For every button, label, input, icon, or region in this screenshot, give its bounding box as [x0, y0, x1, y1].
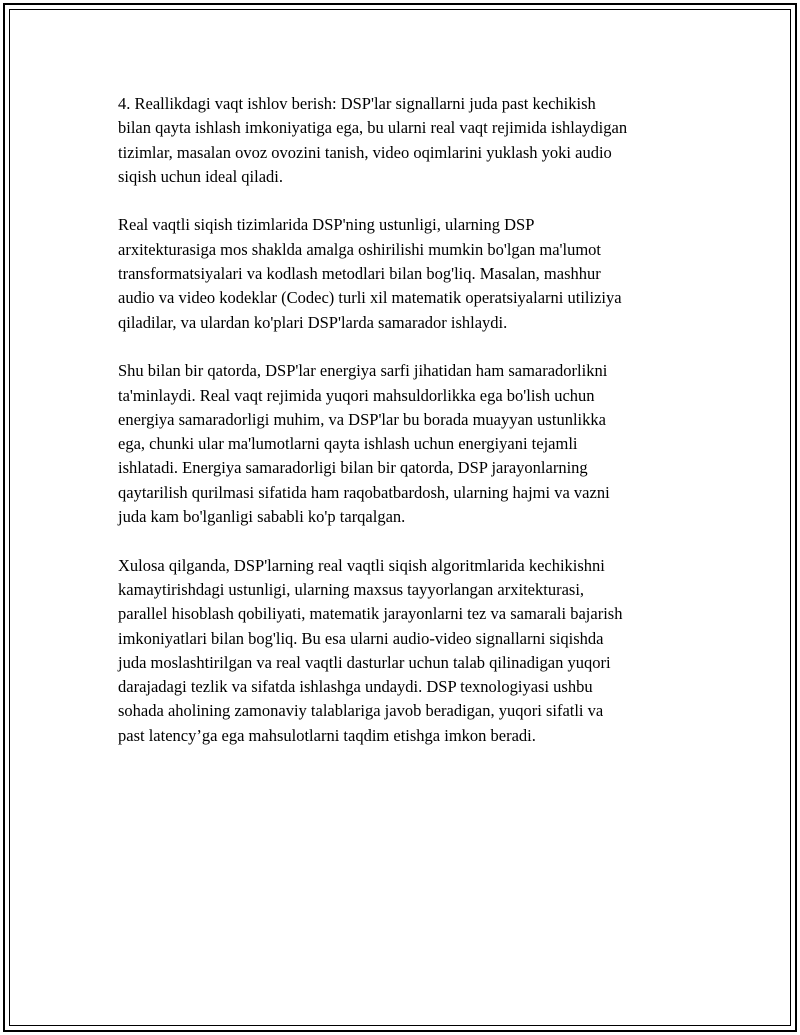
paragraph-dsp-advantage: Real vaqtli siqish tizimlarida DSP'ning ustunligi, ularning DSP arxitekturasiga mos shaklda amalga oshirilishi mumkin bo'lgan ma'lumot transformatsiyalari va kodlash metodlari bilan bog'liq. Masalan, mashhur audio va video kodeklar (Codec) turli xil matematik operatsiyalarni utiliziya qiladilar, va ulardan ko'plari DSP'larda samarador ishlaydi. — [118, 215, 622, 332]
paragraph-conclusion: Xulosa qilganda, DSP'larning real vaqtli siqish algoritmlarida kechikishni kamaytirishdagi ustunligi, ularning maxsus tayyorlangan arxitekturasi, parallel hisoblash qobiliyati, matematik jarayonlarni tez va samarali bajarish imkoniyatlari bilan bog'liq. Bu esa ularni audio-video signallarni siqishda juda moslashtirilgan va real vaqtli dasturlar uchun talab qilinadigan yuqori darajadagi tezlik va sifatda ishlashga undaydi. DSP texnologiyasi ushbu sohada aholining zamonaviy talablariga javob beradigan, yuqori sifatli va past latency’ga ega mahsulotlarni taqdim etishga imkon beradi. — [118, 555, 623, 745]
paragraph-energy-efficiency: Shu bilan bir qatorda, DSP'lar energiya sarfi jihatidan ham samaradorlikni ta'minlaydi. Real vaqt rejimida yuqori mahsuldorlikka ega bo'lish uchun energiya samaradorligi muhim, va DSP'lar bu borada muayyan ustunlikka ega, chunki ular ma'lumotlarni qayta ishlash uchun energiyani tejamli ishlatadi. Energiya samaradorligi bilan bir qatorda, DSP jarayonlarning qaytarilish qurilmasi sifatida ham raqobatbardosh, ularning hajmi va vazni juda kam bo'lganligi sababli ko'p tarqalgan. — [118, 361, 610, 527]
paragraph-real-time-processing: 4. Reallikdagi vaqt ishlov berish: DSP'lar signallarni juda past kechikish bilan qayta ishlash imkoniyatiga ega, bu ularni real vaqt rejimida ishlaydigan tizimlar, masalan ovoz ovozini tanish, video oqimlarini yuklash yoki audio siqish uchun ideal qiladi. — [118, 94, 628, 186]
document-body — [118, 92, 718, 772]
